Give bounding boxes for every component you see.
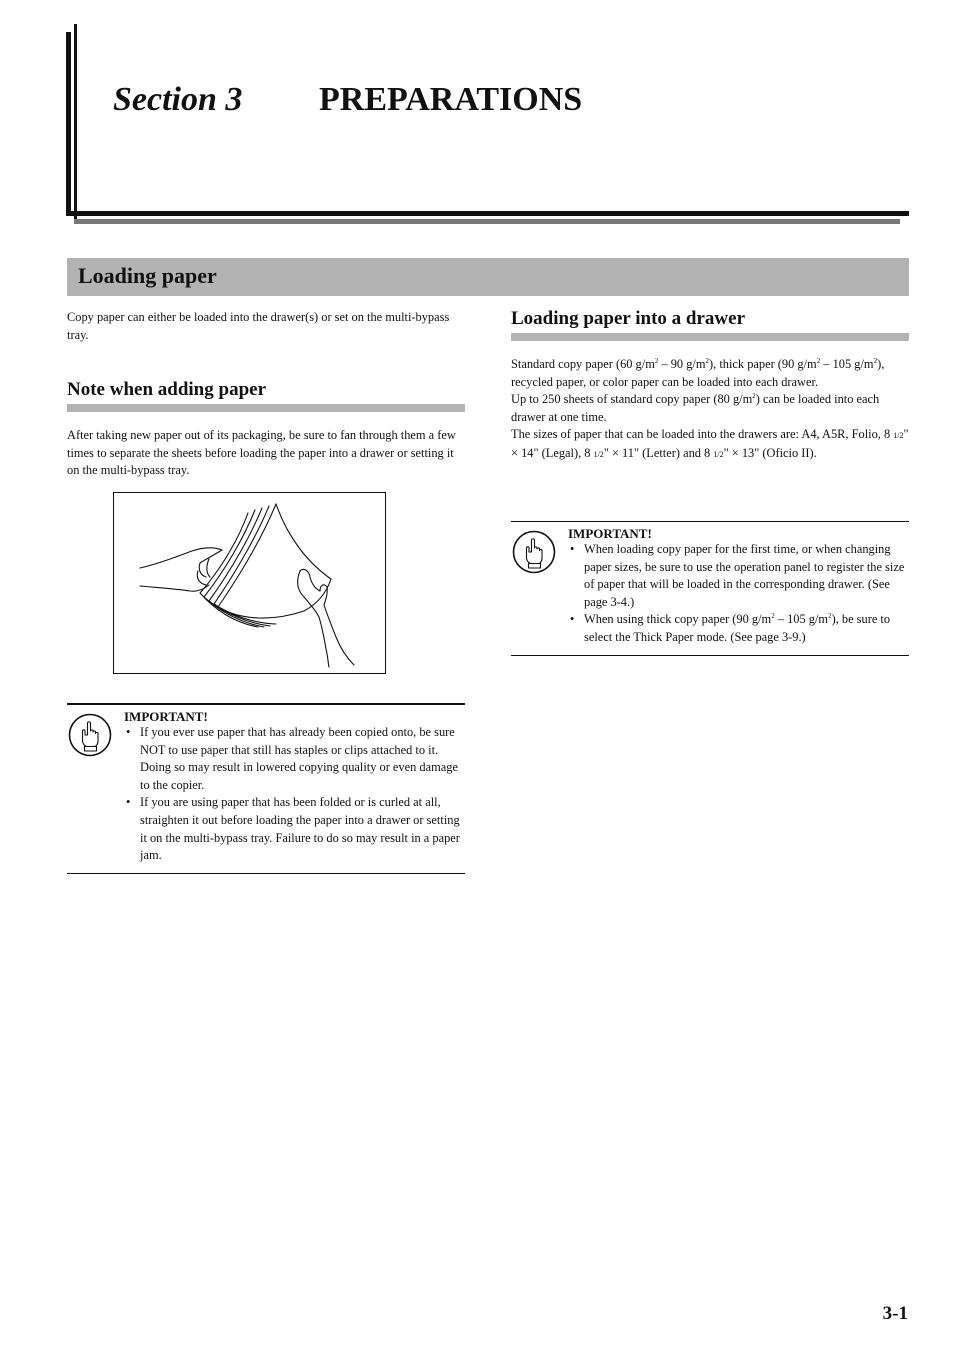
fanning-paper-drawing [114, 493, 385, 673]
important-item [568, 611, 909, 646]
section-label: Section 3 [113, 81, 243, 118]
main-heading-band [67, 258, 909, 296]
important-title: IMPORTANT! [568, 526, 652, 541]
bullet: • [570, 612, 575, 627]
important-item-text: If you ever use paper that has already been copied onto, be sure NOT to use paper that still has staples or clips attached to it. Doing so may result in lowered copying quality or even damage to the copier. [140, 725, 458, 792]
drawer-heading: Loading paper into a drawer [511, 308, 746, 329]
header-frame-bar [74, 24, 77, 220]
important-item-text: When loading copy paper for the first time, or when changing paper sizes, be sure to use the operation panel to register the size of paper that will be loaded in the corresponding drawer. (See page 3-4.) [584, 542, 905, 609]
drawer-para-sizes: The sizes of paper that can be loaded into the drawers are: A4, A5R, Folio, 8 1/2" × 14" (Legal), 8 1/2" × 11" (Letter) and 8 1/2" × 13" (Oficio II). [511, 427, 909, 460]
drawer-para-paper-types: Standard copy paper (60 $g/m^2 - 90$ $g/m^2$), thick paper (90 $g/m^2 - 105$ $g/m^2$), recycled paper, or color paper can be loaded into each drawer. [511, 357, 885, 389]
important-title: IMPORTANT! [124, 709, 208, 724]
important-item [568, 541, 909, 611]
note-block [67, 427, 465, 480]
important-item [124, 794, 465, 864]
note-text: After taking new paper out of its packaging, be sure to fan through them a few times to separate the sheets before loading the paper into a drawer or setting it on the multi-bypass tray. [67, 428, 456, 478]
important-top-rule [67, 703, 465, 705]
section-name: PREPARATIONS [319, 81, 583, 118]
bullet: • [126, 795, 131, 810]
important-list [124, 724, 465, 865]
pointing-hand-icon [68, 713, 112, 757]
intro-text: Copy paper can either be loaded into the drawer(s) or set on the multi-bypass tray. [67, 310, 450, 342]
important-bottom-rule [67, 873, 465, 874]
important-item [124, 724, 465, 794]
pointing-hand-icon [512, 530, 556, 574]
important-top-rule [511, 521, 909, 522]
important-bottom-rule [511, 655, 909, 656]
intro-block [67, 309, 465, 344]
note-heading-rule [67, 404, 465, 412]
important-item-text: When using thick copy paper (90 $g/m^2 - 105$ $g/m^2$), be sure to select the Thick Paper mode. (See page 3-9.) [584, 612, 891, 644]
bullet: • [126, 725, 131, 739]
note-heading: Note when adding paper [67, 379, 266, 400]
header-frame-bar [66, 32, 71, 215]
main-heading: Loading paper [78, 263, 217, 288]
drawer-para-capacity: Up to 250 sheets of standard copy paper (80 $g/m^2$) can be loaded into each drawer at one time. [511, 392, 880, 424]
page-number: 3-1 [882, 1303, 908, 1324]
section-title [113, 78, 583, 122]
bullet: • [570, 542, 575, 556]
important-list [568, 541, 909, 647]
important-item-text: If you are using paper that has been folded or is curled at all, straighten it out before loading the paper into a drawer or setting it on the multi-bypass tray. Failure to do so may result in a paper jam. [140, 795, 460, 863]
important-box-left [67, 703, 465, 875]
important-box-right [511, 521, 909, 657]
fanning-paper-illustration [113, 492, 386, 674]
drawer-text-block [511, 356, 909, 464]
header-frame-rule [74, 219, 900, 224]
drawer-heading-rule [511, 333, 909, 341]
header-frame-rule [66, 211, 909, 216]
